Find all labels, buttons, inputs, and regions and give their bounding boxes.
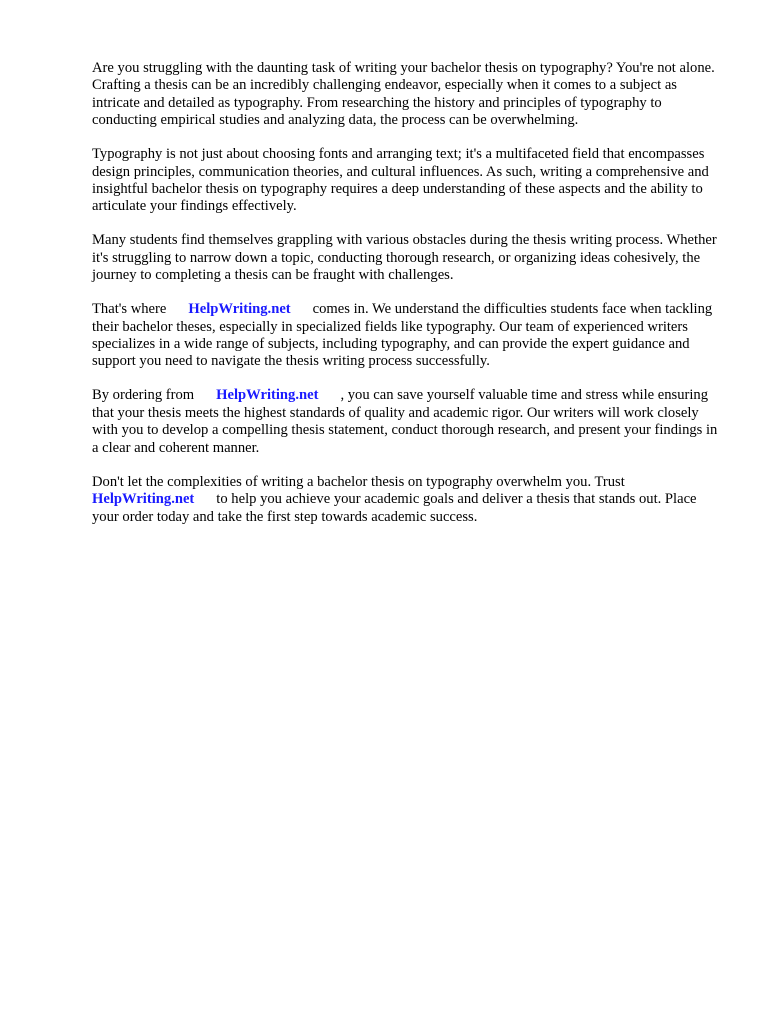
paragraph-obstacles: Many students find themselves grappling with various obstacles during the thesis writing process. Whether it's struggling to narrow down a topic, conducting thorough research, or organizing ideas cohesively, the journey to completing a thesis can be fraught with challenges. <box>92 232 717 284</box>
paragraph-text: That's where <box>92 301 167 318</box>
helpwriting-link[interactable]: HelpWriting.net <box>188 301 291 318</box>
document-body <box>92 60 722 543</box>
paragraph-closing <box>92 474 722 526</box>
paragraph-typography: Typography is not just about choosing fonts and arranging text; it's a multifaceted field that encompasses design principles, communication theories, and cultural influences. As such, writing a comprehensive and insightful bachelor thesis on typography requires a deep understanding of these aspects and the ability to articulate your findings effectively. <box>92 146 709 215</box>
paragraph-thats-where <box>92 301 722 371</box>
paragraph-text: Don't let the complexities of writing a bachelor thesis on typography overwhelm you. Trust <box>92 473 625 490</box>
paragraph-text: to help you achieve your academic goals and deliver a thesis that stands out. Place your order today and take the first step towards academic success. <box>92 491 697 525</box>
paragraph-text: , you can save yourself valuable time and stress while ensuring that your thesis meets the highest standards of quality and academic rigor. Our writers will work closely with you to develop a compelling thesis statement, conduct thorough research, and present your findings in a clear and coherent manner. <box>92 387 718 456</box>
helpwriting-link[interactable]: HelpWriting.net <box>92 491 195 508</box>
paragraph-intro: Are you struggling with the daunting task of writing your bachelor thesis on typography? You're not alone. Crafting a thesis can be an incredibly challenging endeavor, especially when it comes to a subject as intricate and detailed as typography. From researching the history and principles of typography to conducting empirical studies and analyzing data, the process can be overwhelming. <box>92 60 715 129</box>
paragraph-ordering <box>92 387 722 457</box>
helpwriting-link[interactable]: HelpWriting.net <box>216 387 319 404</box>
paragraph-text: comes in. We understand the difficulties students face when tackling their bachelor theses, especially in specialized fields like typography. Our team of experienced writers specializes in a wide range of subjects, including typography, and can provide the expert guidance and support you need to navigate the thesis writing process successfully. <box>92 301 713 370</box>
paragraph-text: By ordering from <box>92 387 195 404</box>
